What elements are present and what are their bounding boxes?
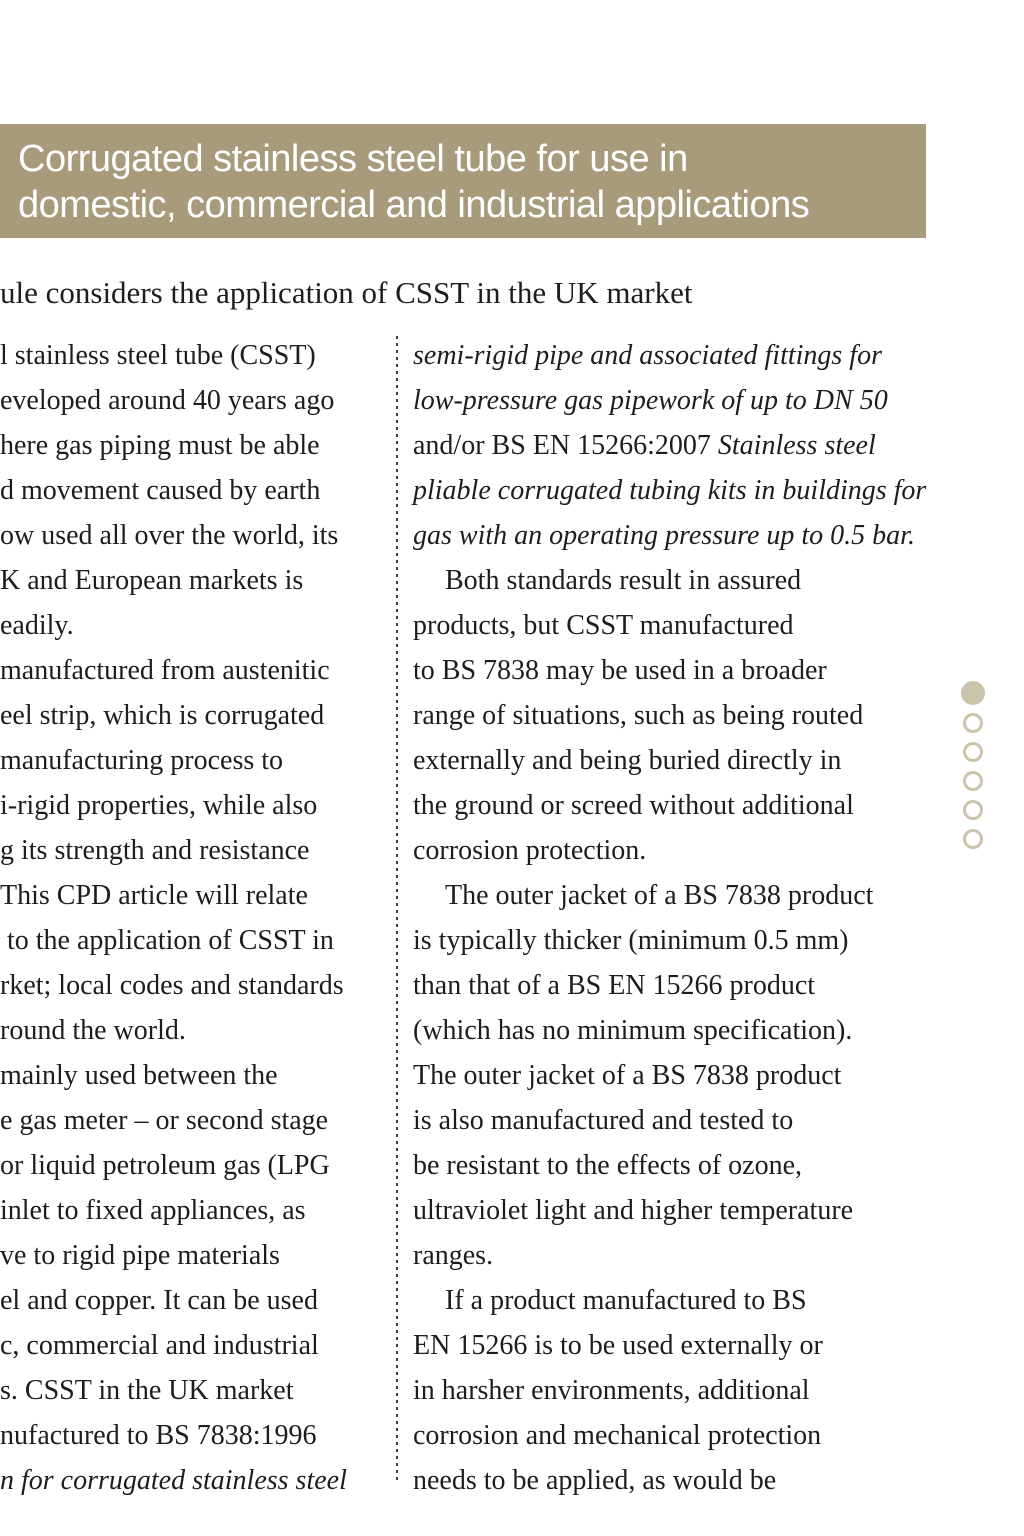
page-marker-outline-icon [963, 742, 983, 762]
roman-text: e gas meter – or second stage [0, 1105, 329, 1136]
page-marker-filled-icon [961, 681, 985, 705]
text-line [0, 963, 392, 1008]
text-line [413, 1323, 958, 1368]
italic-text: low-pressure gas pipework of up to DN 50 [413, 385, 888, 416]
roman-text: rket; local codes and standards [0, 970, 344, 1001]
roman-text: eveloped around 40 years ago [0, 385, 335, 416]
roman-text: EN 15266 is to be used externally or [413, 1330, 823, 1361]
text-line [0, 513, 392, 558]
roman-text: range of situations, such as being routed [413, 700, 864, 731]
roman-text: i-rigid properties, while also [0, 790, 318, 821]
roman-text: ultraviolet light and higher temperature [413, 1195, 854, 1226]
text-line [0, 558, 392, 603]
text-line [0, 468, 392, 513]
roman-text: to BS 7838 may be used in a broader [413, 655, 827, 686]
page-progress-markers [961, 681, 985, 858]
text-line [0, 1368, 392, 1413]
text-line [413, 513, 958, 558]
text-line [0, 1188, 392, 1233]
text-line [413, 1098, 958, 1143]
text-line [413, 1188, 958, 1233]
roman-text: nufactured to BS 7838:1996 [0, 1420, 317, 1451]
roman-text: l stainless steel tube (CSST) [0, 340, 316, 371]
text-line [413, 783, 958, 828]
roman-text: eel strip, which is corrugated [0, 700, 325, 731]
roman-text: or liquid petroleum gas (LPG [0, 1150, 330, 1181]
roman-text: to the application of CSST in [0, 925, 334, 956]
text-line [413, 738, 958, 783]
text-line [413, 1053, 958, 1098]
roman-text: is also manufactured and tested to [413, 1105, 794, 1136]
page-marker-outline-icon [963, 771, 983, 791]
text-line [0, 423, 392, 468]
roman-text: K and European markets is [0, 565, 304, 596]
text-line [413, 423, 958, 468]
text-line [413, 1458, 958, 1503]
page-marker-outline-icon [963, 713, 983, 733]
roman-text: round the world. [0, 1015, 186, 1046]
roman-text: is typically thicker (minimum 0.5 mm) [413, 925, 849, 956]
italic-text: semi-rigid pipe and associated fittings for [413, 340, 882, 371]
text-line [0, 1008, 392, 1053]
text-line [0, 828, 392, 873]
roman-text: corrosion and mechanical protection [413, 1420, 822, 1451]
roman-text: ve to rigid pipe materials [0, 1240, 280, 1271]
roman-text: products, but CSST manufactured [413, 610, 794, 641]
text-line [0, 918, 392, 963]
roman-text: d movement caused by earth [0, 475, 321, 506]
text-line [413, 378, 958, 423]
text-line [413, 648, 958, 693]
text-line [0, 1098, 392, 1143]
roman-text: This CPD article will relate [0, 880, 308, 911]
text-line [0, 333, 392, 378]
roman-text: inlet to fixed appliances, as [0, 1195, 306, 1226]
text-line [0, 1458, 392, 1503]
roman-text: manufacturing process to [0, 745, 284, 776]
roman-text: If a product manufactured to BS [445, 1285, 807, 1316]
article-title-line-2: domestic, commercial and industrial applications [18, 184, 810, 226]
text-line [413, 1233, 958, 1278]
roman-text: mainly used between the [0, 1060, 278, 1091]
text-line [413, 828, 958, 873]
text-line [0, 1053, 392, 1098]
article-column-right [413, 333, 958, 1503]
italic-text: pliable corrugated tubing kits in buildings for [413, 475, 927, 506]
text-line [0, 738, 392, 783]
text-line [0, 1143, 392, 1188]
text-line [413, 1008, 958, 1053]
roman-text: (which has no minimum specification). [413, 1015, 853, 1046]
text-line [0, 1413, 392, 1458]
roman-text: g its strength and resistance [0, 835, 310, 866]
text-line [0, 648, 392, 693]
text-line [413, 333, 958, 378]
text-line [0, 1233, 392, 1278]
roman-text: ranges. [413, 1240, 494, 1271]
text-line [0, 378, 392, 423]
roman-text: needs to be applied, as would be [413, 1465, 777, 1496]
text-line [413, 1143, 958, 1188]
text-line [413, 1278, 958, 1323]
text-line [413, 558, 958, 603]
column-divider-dotted-rule [396, 336, 398, 1482]
article-title-banner [0, 124, 926, 238]
roman-text: s. CSST in the UK market [0, 1375, 294, 1406]
text-line [413, 918, 958, 963]
page-marker-outline-icon [963, 800, 983, 820]
roman-text: corrosion protection. [413, 835, 647, 866]
roman-text: ow used all over the world, its [0, 520, 339, 551]
article-standfirst: ule considers the application of CSST in the UK market [0, 275, 693, 310]
text-line [0, 783, 392, 828]
italic-text: Stainless steel [717, 430, 876, 461]
roman-text: externally and being buried directly in [413, 745, 842, 776]
text-line [413, 963, 958, 1008]
roman-text: Both standards result in assured [445, 565, 802, 596]
text-line [0, 873, 392, 918]
text-line [413, 603, 958, 648]
roman-text: the ground or screed without additional [413, 790, 854, 821]
italic-text: gas with an operating pressure up to 0.5 bar. [413, 520, 915, 551]
roman-text: be resistant to the effects of ozone, [413, 1150, 803, 1181]
roman-text: eadily. [0, 610, 74, 641]
text-line [413, 693, 958, 738]
page-marker-outline-icon [963, 829, 983, 849]
text-line [413, 1413, 958, 1458]
text-line [413, 468, 958, 513]
text-line [0, 1323, 392, 1368]
text-line [0, 693, 392, 738]
article-column-left [0, 333, 392, 1503]
roman-text: here gas piping must be able [0, 430, 320, 461]
roman-text: than that of a BS EN 15266 product [413, 970, 816, 1001]
roman-text: manufactured from austenitic [0, 655, 330, 686]
text-line [0, 603, 392, 648]
roman-text: el and copper. It can be used [0, 1285, 318, 1316]
roman-text: c, commercial and industrial [0, 1330, 319, 1361]
text-line [0, 1278, 392, 1323]
roman-text: The outer jacket of a BS 7838 product [413, 1060, 842, 1091]
text-line [413, 873, 958, 918]
roman-text: in harsher environments, additional [413, 1375, 810, 1406]
article-title-line-1: Corrugated stainless steel tube for use in [18, 138, 688, 180]
roman-text: The outer jacket of a BS 7838 product [445, 880, 874, 911]
italic-text: n for corrugated stainless steel [0, 1465, 347, 1496]
roman-text: and/or BS EN 15266:2007 [413, 430, 718, 461]
text-line [413, 1368, 958, 1413]
